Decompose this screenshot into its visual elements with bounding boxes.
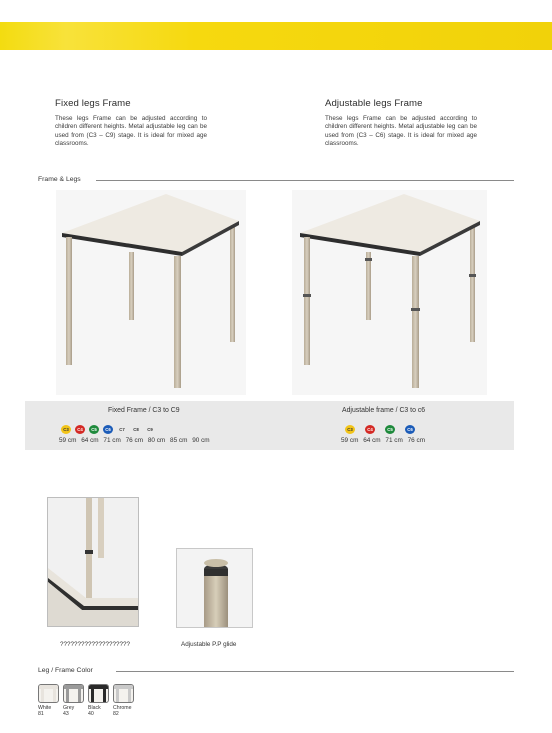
swatch-code: 43	[63, 711, 69, 718]
badge-c5: C5	[89, 425, 99, 434]
badge-c4: C4	[365, 425, 375, 434]
adjustable-frame-badges	[343, 425, 417, 434]
size-label: 76 cm	[407, 437, 426, 444]
swatch-code: 40	[88, 711, 94, 718]
adjustable-legs-description: These legs Frame can be adjusted according to children different heights. Metal adjustable leg can be used from (C3 – C6) stage. It is ideal for mixed age classrooms.	[325, 115, 477, 148]
adjustable-frame-sizes	[341, 437, 430, 444]
frame-legs-divider	[96, 180, 514, 181]
badge-c6: C6	[405, 425, 415, 434]
fixed-legs-title: Fixed legs Frame	[55, 98, 131, 109]
size-label: 64 cm	[363, 437, 381, 444]
size-label: 59 cm	[341, 437, 359, 444]
adjustable-legs-section	[325, 98, 477, 149]
adjustable-table-illustration	[292, 190, 487, 395]
size-label: 59 cm	[59, 437, 77, 444]
swatch-name: White	[38, 705, 52, 711]
swatch-grey[interactable]	[63, 684, 85, 717]
swatch-name: Black	[88, 705, 101, 711]
adjustable-frame-title: Adjustable frame / C3 to c6	[342, 407, 426, 414]
size-label: 76 cm	[125, 437, 144, 444]
leg-frame-color-divider	[116, 671, 514, 672]
swatch-white[interactable]	[38, 684, 60, 717]
frame-detail-caption: ????????????????????	[60, 641, 131, 648]
badge-c5: C5	[385, 425, 395, 434]
size-label: 85 cm	[170, 437, 188, 444]
badge-c7: C7	[119, 427, 125, 432]
badge-c9: C9	[147, 427, 153, 432]
fixed-legs-section	[55, 98, 207, 149]
fixed-frame-title: Fixed Frame / C3 to C9	[108, 407, 180, 414]
leg-frame-color-label: Leg / Frame Color	[38, 667, 93, 674]
badge-c8: C8	[133, 427, 139, 432]
fixed-table-illustration	[56, 190, 246, 395]
adjustable-frame-table-image	[292, 190, 487, 395]
size-label: 80 cm	[147, 437, 166, 444]
color-swatches	[38, 684, 138, 717]
swatch-black[interactable]	[88, 684, 110, 717]
swatch-name: Chrome	[113, 705, 132, 711]
size-label: 90 cm	[192, 437, 210, 444]
badge-c3: C3	[345, 425, 355, 434]
chrome-swatch-icon	[113, 684, 134, 703]
fixed-frame-sizes	[59, 437, 214, 444]
badge-c6: C6	[103, 425, 113, 434]
frame-legs-label: Frame & Legs	[38, 176, 81, 183]
swatch-code: 82	[113, 711, 119, 718]
size-label: 64 cm	[81, 437, 99, 444]
fixed-frame-table-image	[56, 190, 246, 395]
swatch-chrome[interactable]	[113, 684, 135, 717]
white-swatch-icon	[38, 684, 59, 703]
pp-glide-caption: Adjustable P.P glide	[181, 641, 237, 648]
yellow-header-band	[0, 22, 552, 50]
pp-glide-image	[176, 548, 253, 628]
fixed-legs-description: These legs Frame can be adjusted according to children different heights. Metal adjustable leg can be used from (C3 – C9) stage. It is ideal for mixed age classrooms.	[55, 115, 207, 148]
swatch-code: 81	[38, 711, 44, 718]
fixed-frame-badges	[59, 425, 157, 434]
grey-swatch-icon	[63, 684, 84, 703]
adjustable-legs-title: Adjustable legs Frame	[325, 98, 423, 109]
frame-detail-illustration	[48, 498, 138, 626]
badge-c3: C3	[61, 425, 71, 434]
badge-c4: C4	[75, 425, 85, 434]
size-label: 71 cm	[385, 437, 403, 444]
pp-glide-illustration	[177, 549, 252, 627]
size-label: 71 cm	[103, 437, 121, 444]
frame-detail-image	[47, 497, 139, 627]
black-swatch-icon	[88, 684, 109, 703]
swatch-name: Grey	[63, 705, 75, 711]
